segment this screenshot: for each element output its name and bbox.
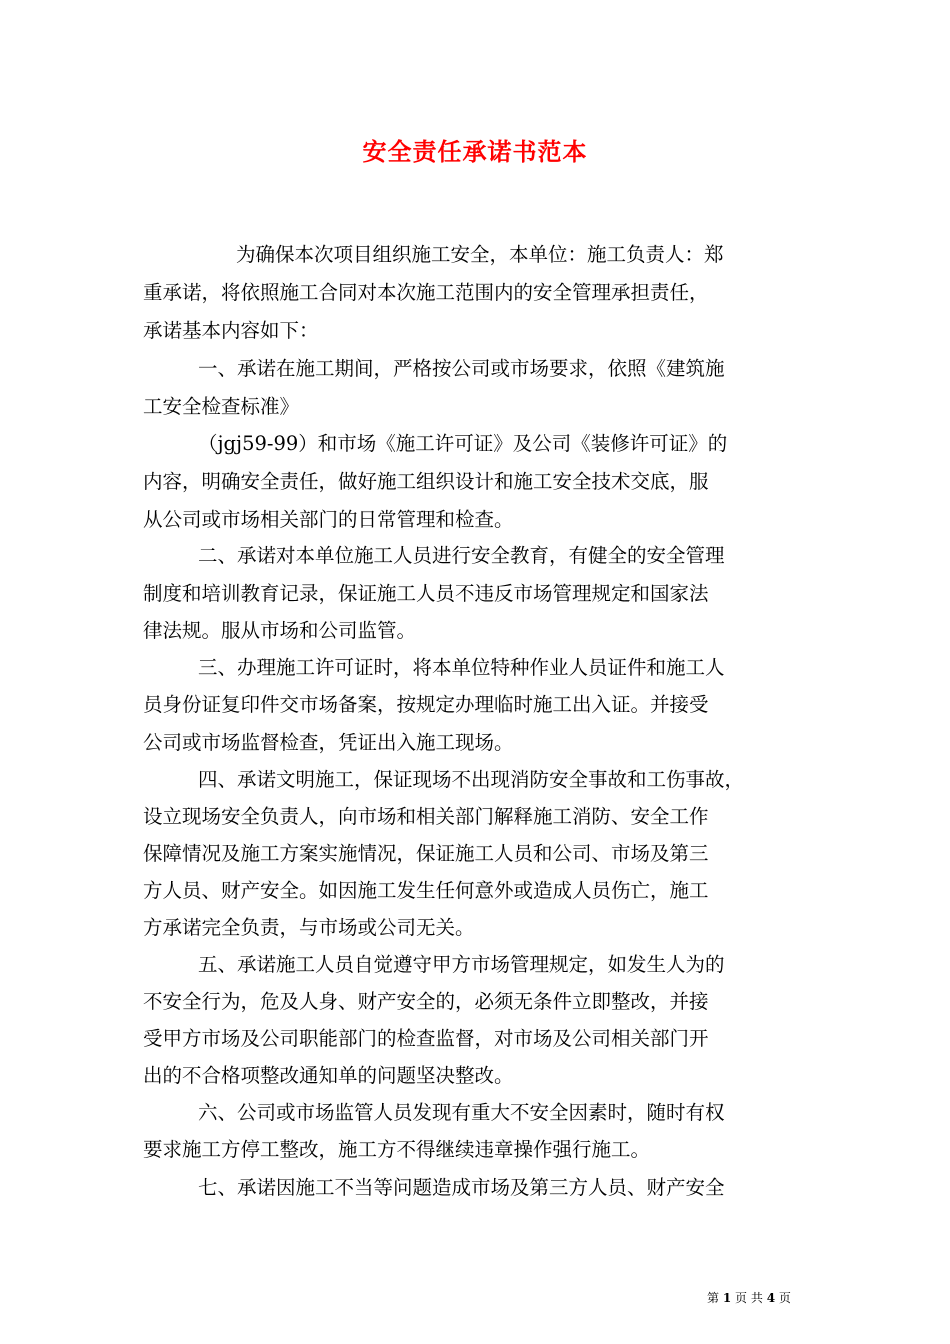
text-line: 员身份证复印件交市场备案，按规定办理临时施工出入证。并接受 (143, 693, 709, 716)
text-line: 公司或市场监督检查，凭证出入施工现场。 (143, 731, 514, 754)
total-pages-number: 4 (766, 1291, 776, 1305)
page-footer (707, 1289, 807, 1306)
text-line: 不安全行为，危及人身、财产安全的，必须无条件立即整改，并接 (143, 990, 709, 1013)
text-line: 六、公司或市场监管人员发现有重大不安全因素时，随时有权 (198, 1101, 725, 1124)
footer-suffix: 页 (778, 1291, 791, 1305)
footer-middle: 页 共 (735, 1291, 763, 1305)
text-line: 二、承诺对本单位施工人员进行安全教育，有健全的安全管理 (198, 544, 725, 567)
text-line: 出的不合格项整改通知单的问题坚决整改。 (143, 1064, 514, 1087)
text-line: 内容，明确安全责任，做好施工组织设计和施工安全技术交底，服 (143, 470, 709, 493)
text-line: 重承诺，将依照施工合同对本次施工范围内的安全管理承担责任， (143, 281, 709, 304)
text-line: 七、承诺因施工不当等问题造成市场及第三方人员、财产安全 (198, 1176, 725, 1199)
footer-prefix: 第 (707, 1291, 720, 1305)
text-line: 要求施工方停工整改，施工方不得继续违章操作强行施工。 (143, 1138, 651, 1161)
text-line: 方人员、财产安全。如因施工发生任何意外或造成人员伤亡，施工 (143, 879, 709, 902)
text-line: 为确保本次项目组织施工安全，本单位：施工负责人：郑 (236, 243, 724, 266)
text-line: 从公司或市场相关部门的日常管理和检查。 (143, 508, 514, 531)
text-line: （jgj59-99）和市场《施工许可证》及公司《装修许可证》的 (198, 432, 728, 455)
text-line: 承诺基本内容如下： (143, 319, 319, 342)
text-line: 方承诺完全负责，与市场或公司无关。 (143, 916, 475, 939)
text-line: 五、承诺施工人员自觉遵守甲方市场管理规定，如发生人为的 (198, 953, 725, 976)
current-page-number: 1 (722, 1291, 732, 1305)
text-line: 受甲方市场及公司职能部门的检查监督，对市场及公司相关部门开 (143, 1027, 709, 1050)
text-line: 律法规。服从市场和公司监管。 (143, 619, 417, 642)
document-title: 安全责任承诺书范本 (362, 137, 588, 166)
text-line: 设立现场安全负责人，向市场和相关部门解释施工消防、安全工作 (143, 805, 709, 828)
text-line: 工安全检查标准》 (143, 395, 300, 418)
text-line: 制度和培训教育记录，保证施工人员不违反市场管理规定和国家法 (143, 582, 709, 605)
text-line: 四、承诺文明施工，保证现场不出现消防安全事故和工伤事故， (198, 768, 745, 791)
text-line: 三、办理施工许可证时，将本单位特种作业人员证件和施工人 (198, 656, 725, 679)
text-line: 保障情况及施工方案实施情况，保证施工人员和公司、市场及第三 (143, 842, 709, 865)
text-line: 一、承诺在施工期间，严格按公司或市场要求，依照《建筑施 (198, 357, 725, 380)
